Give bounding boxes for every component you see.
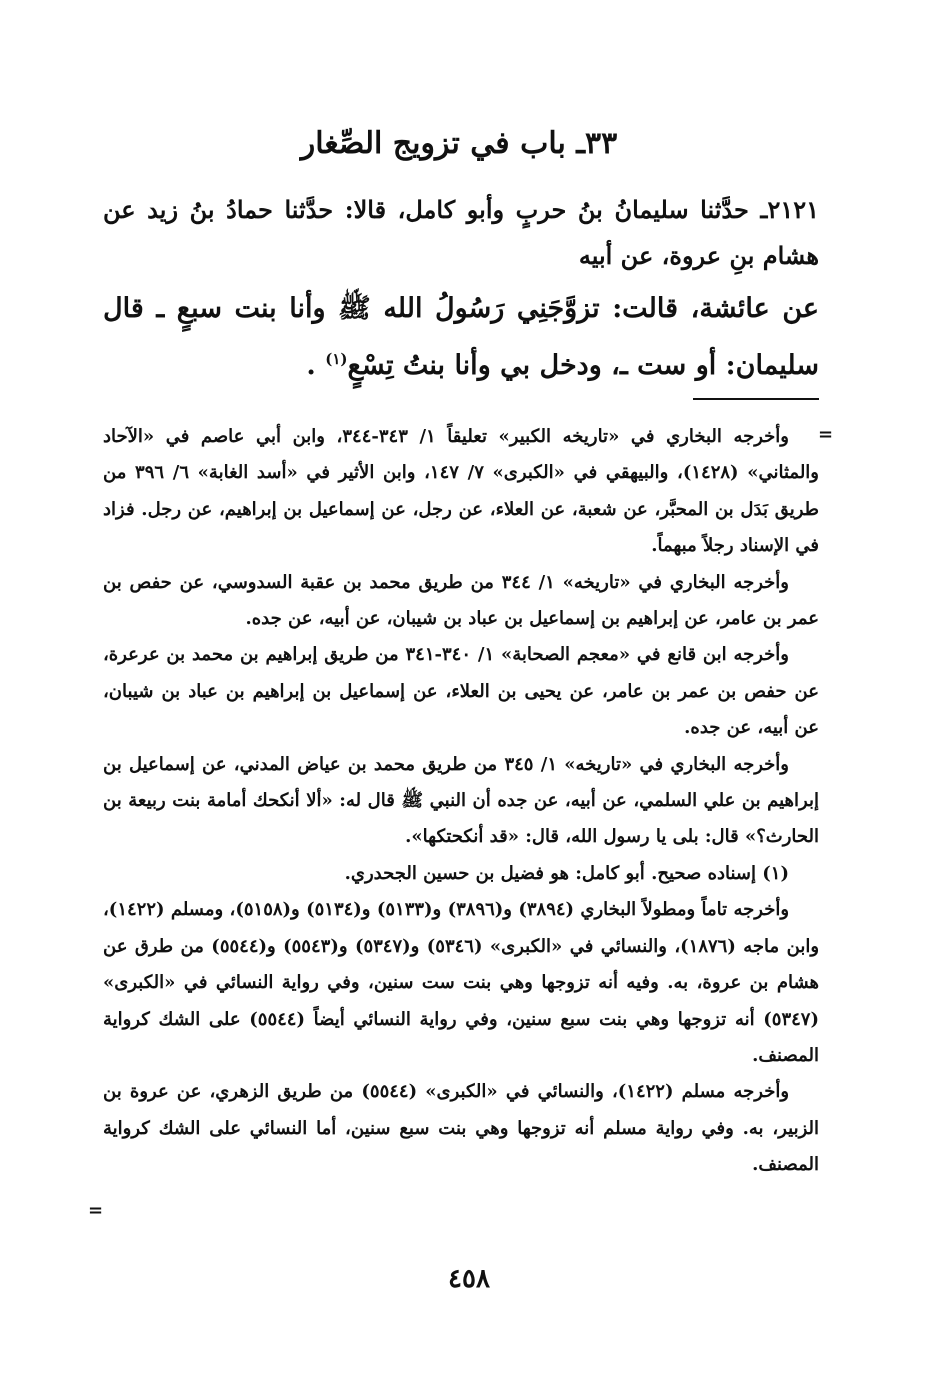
footnote-paragraph: وأخرجه البخاري في «تاريخه» ١/ ٣٤٥ من طريق محمد بن عياض المدني، عن إسماعيل بن إبراهيم بن علي السلمي، عن أبيه، عن جده أن النبي ﷺ قال له: «ألا أنكحك أمامة بنت ربيعة بن الحارث؟» قال: بلى يا رسول الله، قال: «قد أنكحتكها». [103,753,819,848]
footnote-reference: (١) [325,350,348,368]
hadith-matn-text: عن عائشة، قالت: تزوَّجَنِي رَسُولُ الله ﷺ وأنا بنت سبعٍ ـ قال سليمان: أو ست ـ، ودخل بي وأنا بنتُ تِسْعٍ [103,293,819,381]
chapter-title: ٣٣ـ باب في تزويج الصِّغار [300,126,618,161]
footnote-paragraph: وأخرجه تاماً ومطولاً البخاري (٣٨٩٤) و(٣٨٩٦) و(٥١٣٣) و(٥١٣٤) و(٥١٥٨)، ومسلم (١٤٢٢)، وابن ماجه (١٨٧٦)، والنسائي في «الكبرى» (٥٣٤٦) و(٥٣٤٧) و(٥٥٤٣) و(٥٥٤٤) من طرق عن هشام بن عروة، به. وفيه أنه تزوجها وهي بنت ست سنين، وفي رواية النسائي في «الكبرى» (٥٣٤٧) أنه تزوجها وهي بنت سبع سنين، وفي رواية النسائي أيضاً (٥٥٤٤) على الشك كرواية المصنف. [103,899,820,1066]
footnote-paragraph: (١) إسناده صحيح. أبو كامل: هو فضيل بن حسين الجحدري. [344,862,789,884]
footnote-paragraph: وأخرجه مسلم (١٤٢٢)، والنسائي في «الكبرى» (٥٥٤٤) من طريق الزهري، عن عروة بن الزبير، به. وفي رواية مسلم أنه تزوجها وهي بنت سبع سنين، أما النسائي على الشك كرواية المصنف. [103,1081,819,1176]
footnote-paragraph: وأخرجه ابن قانع في «معجم الصحابة» ١/ ٣٤٠-٣٤١ من طريق إبراهيم بن محمد بن عرعرة، عن حفص بن عمر بن عامر، عن يحيى بن العلاء، عن إسماعيل بن إبراهيم بن عباد بن شيبان، عن أبيه، عن جده. [103,644,819,739]
hadith-matn [103,283,819,391]
hadith-isnad: ٢١٢١ـ حدَّثنا سليمانُ بنُ حربٍ وأبو كامل، قالا: حدَّثنا حمادُ بنُ زيد عن هشام بنِ عروة، عن أبيه [103,195,819,270]
continuation-mark-bottom: = [88,1200,104,1221]
footnote-paragraph: وأخرجه البخاري في «تاريخه الكبير» تعليقاً ١/ ٣٤٣-٣٤٤، وابن أبي عاصم في «الآحاد والمثاني» (١٤٢٨)، والبيهقي في «الكبرى» ٧/ ١٤٧، وابن الأثير في «أسد الغابة» ٦/ ٣٩٦ من طريق بَدَل بن المحبَّر، عن شعبة، عن العلاء، عن رجل، عن إسماعيل بن إبراهيم، عن رجل. فزاد في الإسناد رجلاً مبهماً. [103,426,819,557]
footnote-separator [693,398,819,400]
hadith-matn-end: . [306,350,326,381]
footnotes [103,419,819,1184]
page-number: ٤٥٨ [448,1264,490,1294]
continuation-mark-top: = [818,424,834,445]
footnote-paragraph: وأخرجه البخاري في «تاريخه» ١/ ٣٤٤ من طريق محمد بن عقبة السدوسي، عن حفص بن عمر بن عامر، عن إبراهيم بن إسماعيل بن عباد بن شيبان، عن أبيه، عن جده. [103,571,819,630]
